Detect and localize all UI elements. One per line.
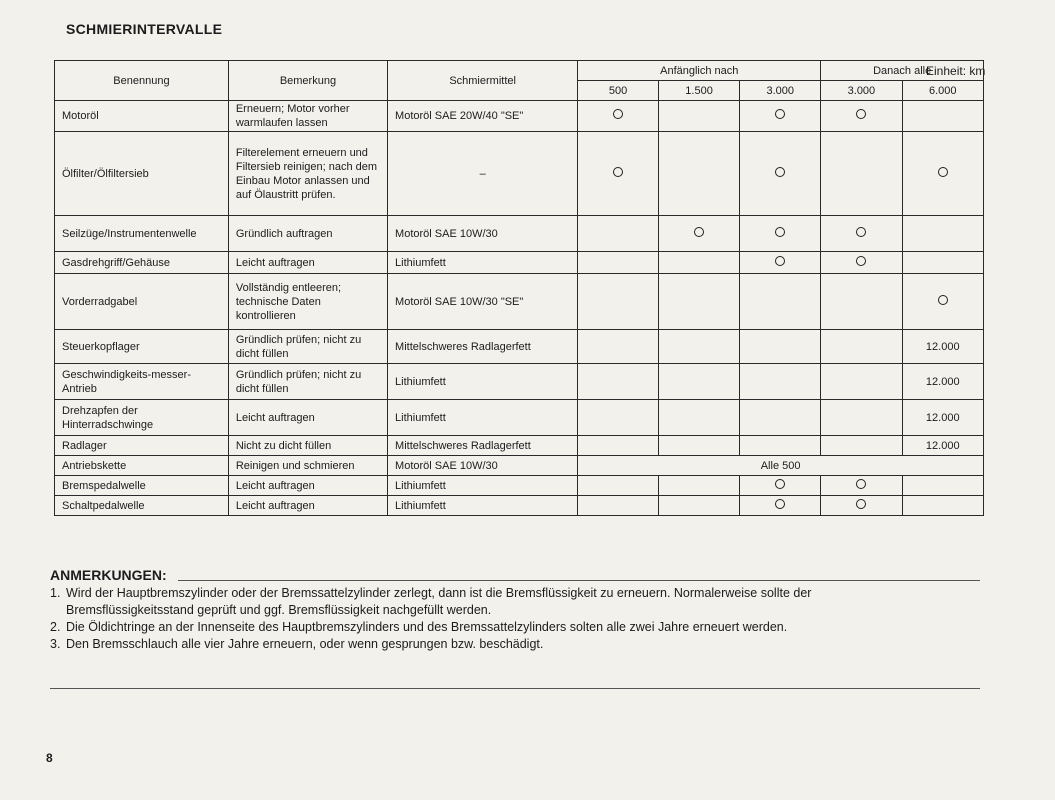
cell-lubricant: Lithiumfett <box>388 364 578 400</box>
interval-cell-empty <box>740 436 821 456</box>
cell-lubricant: Motoröl SAE 20W/40 "SE" <box>388 101 578 132</box>
cell-name: Geschwindigkeits-messer-Antrieb <box>55 364 229 400</box>
interval-cell-empty <box>902 496 984 516</box>
interval-cell <box>902 274 984 330</box>
interval-cell-empty <box>578 400 659 436</box>
interval-cell <box>902 132 984 216</box>
interval-cell-empty <box>658 436 739 456</box>
header-interval: 500 <box>578 81 659 101</box>
header-remark: Bemerkung <box>228 61 387 101</box>
page-number: 8 <box>46 751 53 765</box>
interval-cell-empty <box>821 436 902 456</box>
cell-name: Seilzüge/Instrumentenwelle <box>55 216 229 252</box>
circle-mark-icon <box>856 256 866 266</box>
table-row <box>55 274 984 330</box>
interval-cell <box>740 216 821 252</box>
cell-remark: Nicht zu dicht füllen <box>228 436 387 456</box>
cell-remark: Leicht auftragen <box>228 252 387 274</box>
note-text: Wird der Hauptbremszylinder oder der Bremssattelzylinder zerlegt, dann ist die Bremsflüssigkeit zu erneuern. Normalerweise sollte der <box>66 586 812 600</box>
interval-cell-empty <box>578 252 659 274</box>
cell-all-interval: Alle 500 <box>578 456 984 476</box>
circle-mark-icon <box>775 227 785 237</box>
interval-cell-empty <box>821 274 902 330</box>
interval-cell-empty <box>658 274 739 330</box>
notes-list <box>50 585 980 653</box>
cell-name: Ölfilter/Ölfiltersieb <box>55 132 229 216</box>
notes-divider <box>178 580 980 581</box>
interval-cell-empty <box>578 330 659 364</box>
header-interval: 1.500 <box>658 81 739 101</box>
interval-cell-empty <box>658 476 739 496</box>
cell-remark: Erneuern; Motor vorher warmlaufen lassen <box>228 101 387 132</box>
cell-name: Radlager <box>55 436 229 456</box>
circle-mark-icon <box>775 167 785 177</box>
cell-lubricant: Lithiumfett <box>388 400 578 436</box>
interval-cell <box>821 216 902 252</box>
interval-cell-empty <box>821 400 902 436</box>
interval-cell <box>740 476 821 496</box>
interval-cell-empty <box>902 252 984 274</box>
interval-cell-empty <box>658 364 739 400</box>
cell-name: Motoröl <box>55 101 229 132</box>
interval-cell: 12.000 <box>902 436 984 456</box>
table-row <box>55 132 984 216</box>
notes-heading: ANMERKUNGEN: <box>50 567 167 583</box>
cell-remark: Leicht auftragen <box>228 476 387 496</box>
interval-cell-empty <box>821 132 902 216</box>
cell-remark: Filterelement erneuern und Filtersieb reinigen; nach dem Einbau Motor anlassen und auf Ölaustritt prüfen. <box>228 132 387 216</box>
bottom-divider <box>50 688 980 689</box>
table-row <box>55 400 984 436</box>
interval-cell-empty <box>658 330 739 364</box>
header-initial-group: Anfänglich nach <box>578 61 821 81</box>
note-number: 1. <box>50 586 61 600</box>
interval-cell-empty <box>902 216 984 252</box>
lubrication-table <box>54 60 984 516</box>
circle-mark-icon <box>775 479 785 489</box>
interval-cell-empty <box>740 274 821 330</box>
circle-mark-icon <box>938 295 948 305</box>
table-row <box>55 364 984 400</box>
cell-lubricant: Motoröl SAE 10W/30 <box>388 456 578 476</box>
interval-cell-empty <box>578 476 659 496</box>
interval-cell-empty <box>821 330 902 364</box>
interval-cell-empty <box>902 101 984 132</box>
table-row <box>55 252 984 274</box>
cell-name: Drehzapfen der Hinterradschwinge <box>55 400 229 436</box>
note-item <box>50 636 980 653</box>
interval-cell <box>740 132 821 216</box>
circle-mark-icon <box>856 109 866 119</box>
header-lubricant: Schmiermittel <box>388 61 578 101</box>
circle-mark-icon <box>775 256 785 266</box>
interval-cell <box>821 476 902 496</box>
cell-remark: Gründlich prüfen; nicht zu dicht füllen <box>228 330 387 364</box>
interval-cell <box>821 101 902 132</box>
interval-cell <box>740 252 821 274</box>
circle-mark-icon <box>613 109 623 119</box>
circle-mark-icon <box>694 227 704 237</box>
cell-lubricant: Motoröl SAE 10W/30 "SE" <box>388 274 578 330</box>
cell-name: Schaltpedalwelle <box>55 496 229 516</box>
circle-mark-icon <box>938 167 948 177</box>
table-row <box>55 216 984 252</box>
note-text-continued: Bremsflüssigkeitsstand geprüft und ggf. Bremsflüssigkeit nachgefüllt werden. <box>66 603 492 617</box>
interval-cell-empty <box>740 400 821 436</box>
table-row <box>55 101 984 132</box>
interval-cell <box>578 132 659 216</box>
note-number: 3. <box>50 637 61 651</box>
interval-cell-empty <box>658 101 739 132</box>
interval-cell-empty <box>578 496 659 516</box>
header-name: Benennung <box>55 61 229 101</box>
cell-lubricant: Mittelschweres Radlagerfett <box>388 436 578 456</box>
circle-mark-icon <box>775 109 785 119</box>
interval-cell: 12.000 <box>902 400 984 436</box>
interval-cell-empty <box>658 132 739 216</box>
cell-name: Gasdrehgriff/Gehäuse <box>55 252 229 274</box>
unit-label: Einheit: km <box>926 64 986 78</box>
note-item <box>50 585 980 619</box>
header-interval: 3.000 <box>821 81 902 101</box>
cell-remark: Gründlich prüfen; nicht zu dicht füllen <box>228 364 387 400</box>
page-title: SCHMIERINTERVALLE <box>66 21 223 37</box>
cell-lubricant: – <box>388 132 578 216</box>
interval-cell-empty <box>821 364 902 400</box>
interval-cell: 12.000 <box>902 330 984 364</box>
interval-cell: 12.000 <box>902 364 984 400</box>
interval-cell <box>740 101 821 132</box>
table-body <box>55 101 984 516</box>
interval-cell-empty <box>578 436 659 456</box>
interval-cell-empty <box>902 476 984 496</box>
circle-mark-icon <box>613 167 623 177</box>
interval-cell-empty <box>740 330 821 364</box>
circle-mark-icon <box>856 499 866 509</box>
cell-remark: Leicht auftragen <box>228 400 387 436</box>
interval-cell-empty <box>578 216 659 252</box>
cell-remark: Leicht auftragen <box>228 496 387 516</box>
cell-lubricant: Mittelschweres Radlagerfett <box>388 330 578 364</box>
cell-name: Steuerkopflager <box>55 330 229 364</box>
table-row <box>55 436 984 456</box>
circle-mark-icon <box>856 479 866 489</box>
header-interval: 6.000 <box>902 81 984 101</box>
note-number: 2. <box>50 620 61 634</box>
table-row <box>55 330 984 364</box>
note-text: Den Bremsschlauch alle vier Jahre erneuern, oder wenn gesprungen bzw. beschädigt. <box>66 637 544 651</box>
note-text: Die Öldichtringe an der Innenseite des Hauptbremszylinders und des Bremssattelzylinders solten alle zwei Jahre erneuert werden. <box>66 620 788 634</box>
table-row <box>55 456 984 476</box>
interval-cell <box>740 496 821 516</box>
cell-remark: Reinigen und schmieren <box>228 456 387 476</box>
table-row <box>55 496 984 516</box>
interval-cell <box>821 252 902 274</box>
cell-lubricant: Lithiumfett <box>388 476 578 496</box>
interval-cell-empty <box>658 400 739 436</box>
note-item <box>50 619 980 636</box>
cell-remark: Vollständig entleeren; technische Daten kontrollieren <box>228 274 387 330</box>
cell-name: Bremspedalwelle <box>55 476 229 496</box>
interval-cell-empty <box>740 364 821 400</box>
cell-name: Antriebskette <box>55 456 229 476</box>
table-row <box>55 476 984 496</box>
interval-cell <box>658 216 739 252</box>
interval-cell-empty <box>578 274 659 330</box>
interval-cell-empty <box>578 364 659 400</box>
circle-mark-icon <box>775 499 785 509</box>
circle-mark-icon <box>856 227 866 237</box>
interval-cell-empty <box>658 252 739 274</box>
interval-cell <box>821 496 902 516</box>
cell-name: Vorderradgabel <box>55 274 229 330</box>
cell-lubricant: Lithiumfett <box>388 252 578 274</box>
cell-remark: Gründlich auftragen <box>228 216 387 252</box>
header-interval: 3.000 <box>740 81 821 101</box>
cell-lubricant: Motoröl SAE 10W/30 <box>388 216 578 252</box>
interval-cell <box>578 101 659 132</box>
interval-cell-empty <box>658 496 739 516</box>
header-after-group: Danach alle <box>821 61 984 81</box>
cell-lubricant: Lithiumfett <box>388 496 578 516</box>
